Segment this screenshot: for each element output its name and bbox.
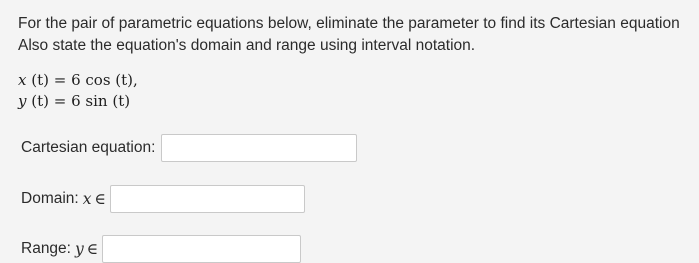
question-line-1: For the pair of parametric equations below, eliminate the parameter to find its Cartesian equation: [18, 15, 680, 32]
cartesian-equation-input[interactable]: [161, 134, 357, 162]
x-equation-body: (t) = 6 cos (t),: [31, 71, 138, 89]
y-equation-body: (t) = 6 sin (t): [31, 92, 131, 110]
y-equation-variable: y: [18, 92, 27, 110]
question-line-2: Also state the equation's domain and range using interval notation.: [18, 37, 476, 54]
range-input[interactable]: [102, 235, 301, 263]
domain-input[interactable]: [110, 185, 305, 213]
x-equation-variable: x: [18, 71, 27, 89]
domain-label: Domain:: [21, 190, 79, 207]
cartesian-equation-row: [21, 134, 357, 162]
range-row: [21, 235, 301, 263]
domain-variable: x: [82, 190, 92, 208]
domain-row: [21, 185, 305, 213]
y-equation: [18, 91, 138, 112]
x-equation: [18, 70, 138, 91]
question-text: [18, 13, 699, 57]
range-variable: y: [74, 240, 84, 258]
parametric-equations: [18, 70, 138, 112]
range-label: Range:: [21, 240, 71, 257]
element-of-symbol: ∈: [86, 240, 99, 258]
element-of-symbol: ∈: [94, 190, 106, 208]
cartesian-equation-label: Cartesian equation:: [21, 139, 156, 156]
